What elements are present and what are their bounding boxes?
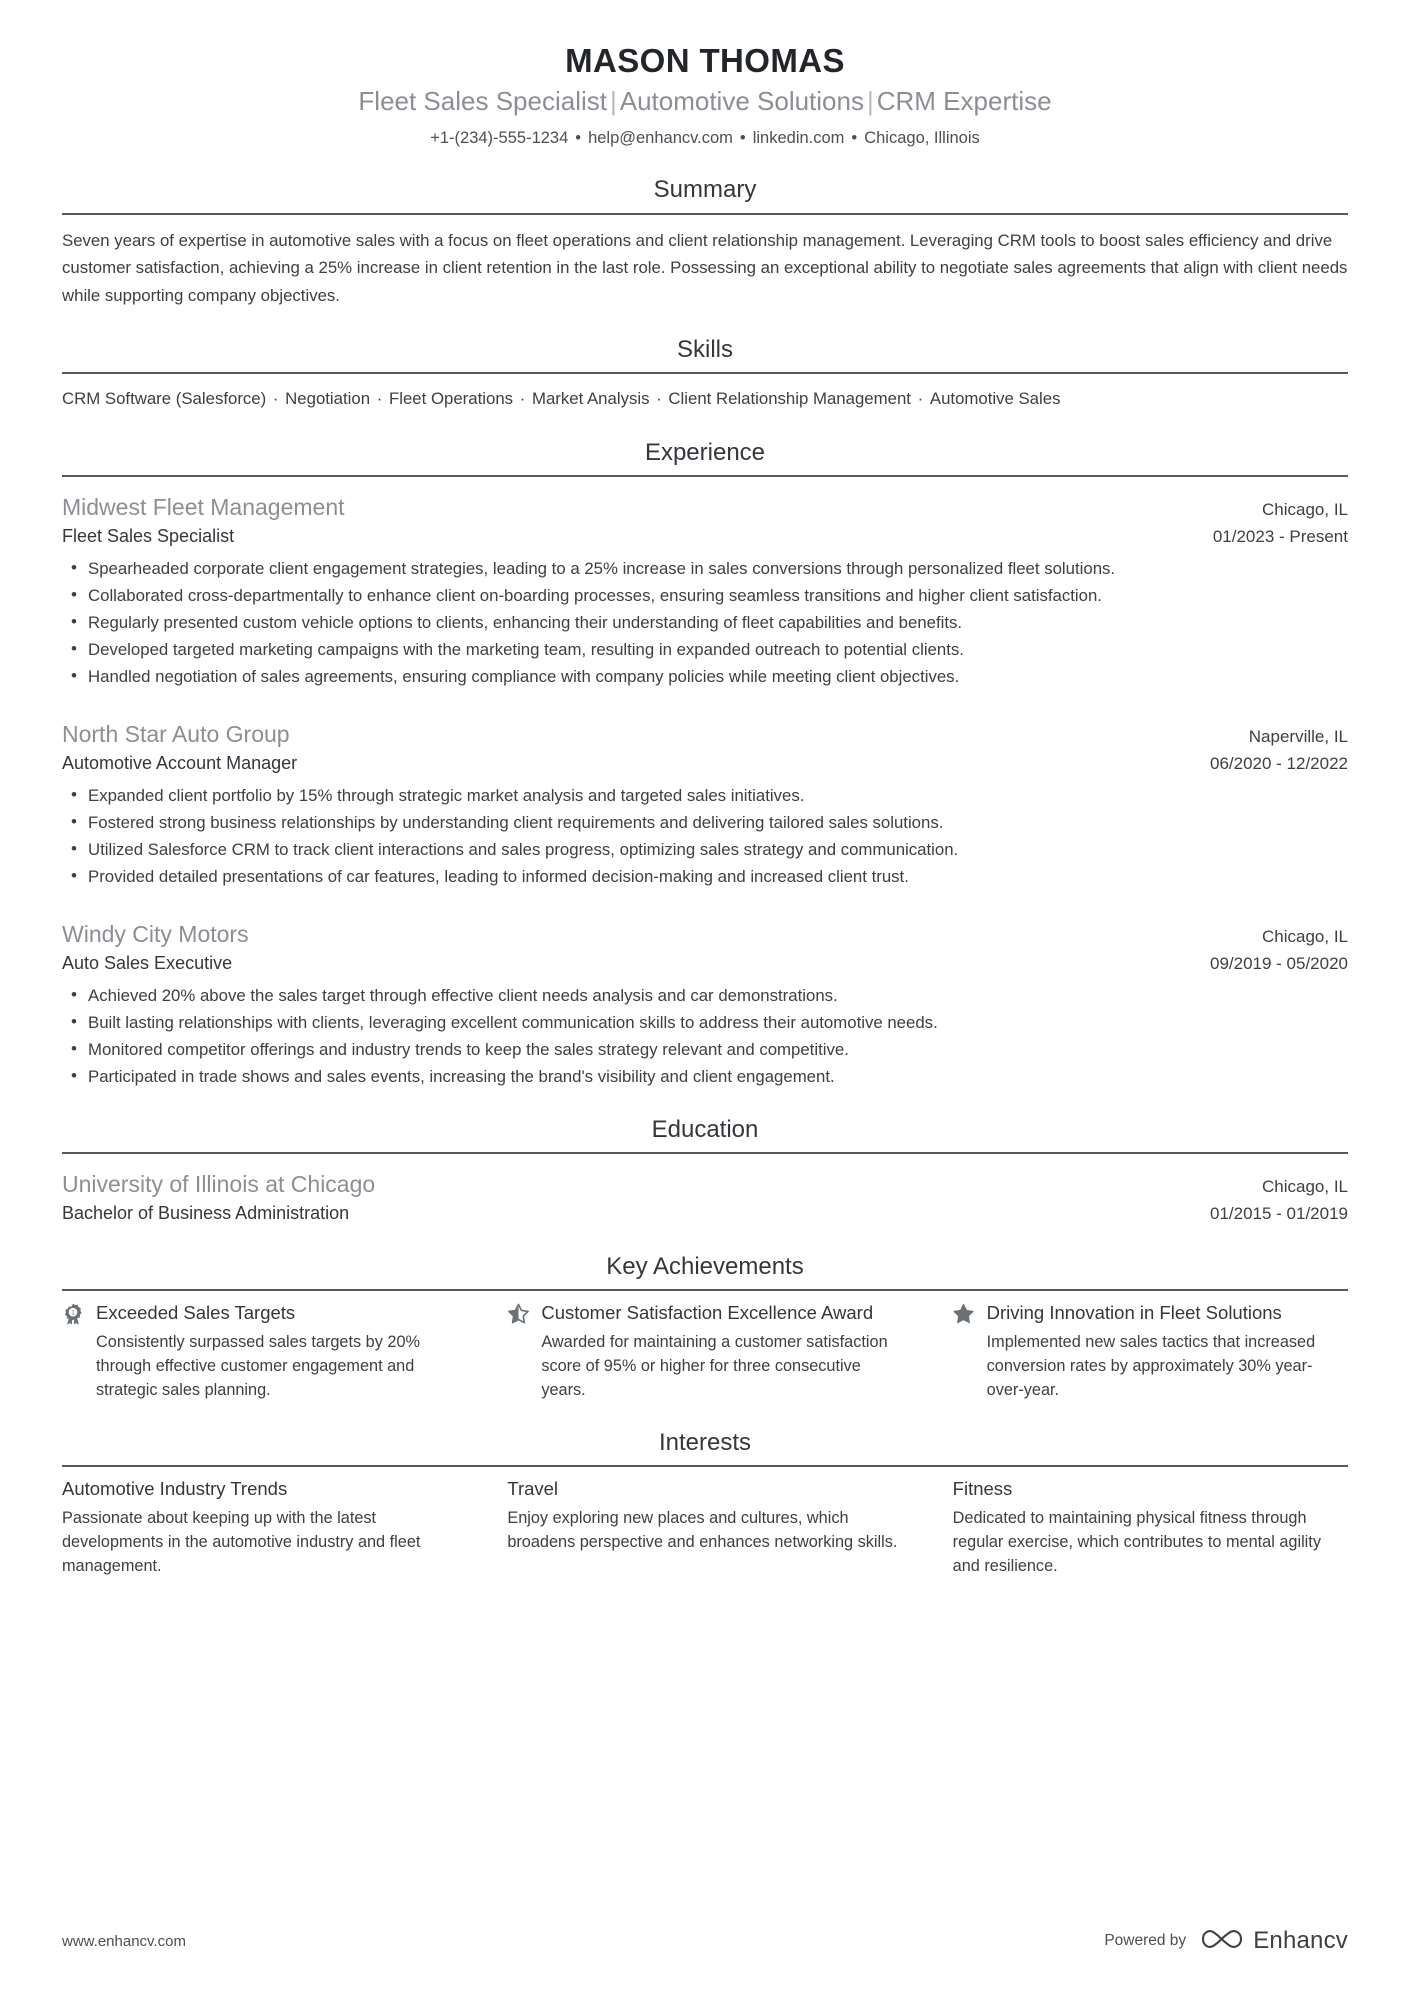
skills-list bbox=[62, 386, 1348, 413]
interest-item bbox=[62, 1477, 457, 1579]
headline-part-2: Automotive Solutions bbox=[619, 86, 864, 117]
experience-company-row bbox=[62, 918, 1348, 950]
education-school-row bbox=[62, 1168, 1348, 1200]
achievement-header bbox=[62, 1301, 457, 1325]
experience-company-row bbox=[62, 718, 1348, 750]
summary-text: Seven years of expertise in automotive sales with a focus on fleet operations and client relationship management. Leveraging CRM tools to boost sales efficiency and drive customer satisfaction, achieving a 25% increase in client retention in the last role. Possessing an exceptional ability to negotiate sales agreements that align with client needs while supporting company objectives. bbox=[62, 230, 1348, 306]
candidate-headline bbox=[62, 84, 1348, 119]
contact-email[interactable]: help@enhancv.com bbox=[588, 129, 733, 148]
page-footer bbox=[0, 1887, 1410, 1995]
half-star-icon bbox=[507, 1301, 529, 1325]
headline-separator-2: | bbox=[866, 86, 874, 117]
skill-item: Automotive Sales bbox=[929, 388, 1061, 408]
interest-title: Travel bbox=[507, 1478, 559, 1500]
skill-item: Client Relationship Management bbox=[668, 388, 911, 408]
experience-dates: 09/2019 - 05/2020 bbox=[1209, 954, 1348, 974]
interest-description: Dedicated to maintaining physical fitness through regular exercise, which contributes to mental agility and resilience. bbox=[952, 1509, 1321, 1576]
skill-separator: · bbox=[912, 388, 928, 408]
experience-bullet: • Regularly presented custom vehicle options to clients, enhancing their understanding of fleet capabilities and benefits. bbox=[62, 610, 1348, 636]
experience-entry bbox=[62, 491, 1348, 690]
section-heading-experience: Experience bbox=[644, 438, 766, 466]
education-location: Chicago, IL bbox=[1262, 1177, 1348, 1197]
education-entry bbox=[62, 1168, 1348, 1227]
enhancv-wordmark: Enhancv bbox=[1253, 1927, 1348, 1954]
skill-item: Fleet Operations bbox=[388, 388, 514, 408]
experience-bullet: • Developed targeted marketing campaigns with the marketing team, resulting in expanded outreach to potential clients. bbox=[62, 637, 1348, 663]
experience-company: North Star Auto Group bbox=[62, 720, 290, 747]
skill-separator: · bbox=[651, 388, 667, 408]
section-education bbox=[62, 1114, 1348, 1227]
headline-separator-1: | bbox=[609, 86, 617, 117]
experience-bullet: • Monitored competitor offerings and industry trends to keep the sales strategy relevant and competitive. bbox=[62, 1037, 1348, 1063]
experience-location: Chicago, IL bbox=[1262, 499, 1348, 519]
contact-dot-3: • bbox=[851, 129, 858, 148]
education-school: University of Illinois at Chicago bbox=[62, 1171, 376, 1198]
achievement-description: Awarded for maintaining a customer satisfaction score of 95% or higher for three consecutive years. bbox=[541, 1333, 888, 1400]
experience-role-row bbox=[62, 750, 1348, 777]
experience-entries bbox=[62, 477, 1348, 1090]
achievement-header bbox=[507, 1301, 902, 1325]
education-degree: Bachelor of Business Administration bbox=[62, 1203, 350, 1224]
skill-item: CRM Software (Salesforce) bbox=[62, 388, 267, 408]
interest-title: Fitness bbox=[952, 1478, 1013, 1500]
experience-bullet: • Expanded client portfolio by 15% through strategic market analysis and targeted sales initiatives. bbox=[62, 783, 1348, 809]
headline-part-1: Fleet Sales Specialist bbox=[358, 86, 607, 117]
footer-branding bbox=[1104, 1926, 1348, 1957]
achievement-description: Consistently surpassed sales targets by 20% through effective customer engagement and strategic sales planning. bbox=[96, 1333, 420, 1400]
skill-item: Negotiation bbox=[285, 388, 371, 408]
experience-bullet-list bbox=[62, 983, 1348, 1090]
enhancv-brand bbox=[1200, 1926, 1348, 1957]
skill-separator: · bbox=[372, 388, 387, 408]
achievement-item bbox=[953, 1301, 1348, 1403]
resume-header bbox=[62, 40, 1348, 150]
award-medal-icon bbox=[62, 1301, 84, 1325]
experience-role-row bbox=[62, 950, 1348, 977]
skill-separator: · bbox=[515, 388, 530, 408]
experience-dates: 01/2023 - Present bbox=[1212, 527, 1348, 547]
enhancv-logo-icon bbox=[1200, 1926, 1244, 1957]
contact-linkedin[interactable]: linkedin.com bbox=[752, 129, 845, 148]
candidate-name: MASON THOMAS bbox=[565, 42, 845, 79]
contact-location: Chicago, Illinois bbox=[864, 129, 980, 148]
star-icon bbox=[953, 1301, 975, 1325]
experience-company-row bbox=[62, 491, 1348, 523]
experience-bullet-list bbox=[62, 556, 1348, 690]
experience-entry bbox=[62, 918, 1348, 1090]
section-heading-summary: Summary bbox=[653, 176, 757, 204]
experience-bullet: • Achieved 20% above the sales target through effective client needs analysis and car demonstrations. bbox=[62, 983, 1348, 1009]
achievement-title: Driving Innovation in Fleet Solutions bbox=[986, 1302, 1282, 1324]
experience-spacer bbox=[62, 696, 1348, 718]
section-key-achievements bbox=[62, 1251, 1348, 1403]
interest-item bbox=[953, 1477, 1348, 1579]
experience-role: Fleet Sales Specialist bbox=[62, 526, 235, 547]
experience-role: Automotive Account Manager bbox=[62, 753, 298, 774]
experience-role-row bbox=[62, 523, 1348, 550]
experience-bullet: • Provided detailed presentations of car features, leading to informed decision-making and increased client trust. bbox=[62, 864, 1348, 890]
achievement-title: Customer Satisfaction Excellence Award bbox=[541, 1302, 874, 1324]
experience-bullet: • Handled negotiation of sales agreements, ensuring compliance with company policies while meeting client objectives. bbox=[62, 664, 1348, 690]
achievement-item bbox=[507, 1301, 902, 1403]
interest-title: Automotive Industry Trends bbox=[62, 1478, 288, 1500]
experience-company: Windy City Motors bbox=[62, 920, 249, 947]
skill-separator: · bbox=[268, 388, 284, 408]
section-experience bbox=[62, 437, 1348, 1090]
skills-body bbox=[62, 374, 1348, 413]
interests-columns bbox=[62, 1467, 1348, 1579]
education-degree-row bbox=[62, 1200, 1348, 1227]
svg-text:1: 1 bbox=[71, 1310, 75, 1317]
experience-bullet: • Participated in trade shows and sales events, increasing the brand's visibility and client engagement. bbox=[62, 1064, 1348, 1090]
experience-role: Auto Sales Executive bbox=[62, 953, 233, 974]
section-heading-education: Education bbox=[651, 1115, 759, 1143]
section-heading-skills: Skills bbox=[676, 335, 733, 363]
headline-part-3: CRM Expertise bbox=[876, 86, 1052, 117]
experience-bullet-list bbox=[62, 783, 1348, 890]
experience-bullet: • Built lasting relationships with clients, leveraging excellent communication skills to address their automotive needs. bbox=[62, 1010, 1348, 1036]
skill-item: Market Analysis bbox=[531, 388, 650, 408]
experience-entry bbox=[62, 718, 1348, 890]
education-dates: 01/2015 - 01/2019 bbox=[1209, 1204, 1348, 1224]
contact-phone[interactable]: +1-(234)-555-1234 bbox=[430, 129, 569, 148]
section-heading-interests: Interests bbox=[658, 1428, 752, 1456]
contact-dot-1: • bbox=[575, 129, 582, 148]
experience-bullet: • Spearheaded corporate client engagement strategies, leading to a 25% increase in sales conversions through personalized fleet solutions. bbox=[62, 556, 1348, 582]
experience-bullet: • Utilized Salesforce CRM to track client interactions and sales progress, optimizing sales strategy and communication. bbox=[62, 837, 1348, 863]
experience-location: Naperville, IL bbox=[1248, 726, 1348, 746]
experience-spacer bbox=[62, 896, 1348, 918]
section-heading-key-achievements: Key Achievements bbox=[606, 1252, 804, 1280]
footer-powered-by-label: Powered by bbox=[1104, 1932, 1187, 1949]
summary-body bbox=[62, 215, 1348, 310]
achievement-description: Implemented new sales tactics that increased conversion rates by approximately 30% year-over-year. bbox=[986, 1333, 1316, 1400]
footer-website-link[interactable]: www.enhancv.com bbox=[62, 1932, 186, 1950]
achievements-columns bbox=[62, 1291, 1348, 1403]
experience-bullet: • Collaborated cross-departmentally to enhance client on-boarding processes, ensuring seamless transitions and higher client satisfaction. bbox=[62, 583, 1348, 609]
experience-location: Chicago, IL bbox=[1262, 926, 1348, 946]
section-skills bbox=[62, 334, 1348, 413]
section-interests bbox=[62, 1427, 1348, 1579]
contact-line bbox=[62, 127, 1348, 150]
achievement-title: Exceeded Sales Targets bbox=[96, 1302, 296, 1324]
achievement-item bbox=[62, 1301, 457, 1403]
interest-description: Passionate about keeping up with the latest developments in the automotive industry and fleet management. bbox=[62, 1509, 421, 1576]
experience-bullet: • Fostered strong business relationships by understanding client requirements and delivering tailored sales solutions. bbox=[62, 810, 1348, 836]
interest-item bbox=[507, 1477, 902, 1579]
contact-dot-2: • bbox=[739, 129, 746, 148]
interest-description: Enjoy exploring new places and cultures, which broadens perspective and enhances networking skills. bbox=[507, 1509, 898, 1552]
education-entries bbox=[62, 1154, 1348, 1227]
experience-dates: 06/2020 - 12/2022 bbox=[1209, 754, 1348, 774]
achievement-header bbox=[953, 1301, 1348, 1325]
section-summary bbox=[62, 174, 1348, 309]
experience-company: Midwest Fleet Management bbox=[62, 493, 345, 520]
